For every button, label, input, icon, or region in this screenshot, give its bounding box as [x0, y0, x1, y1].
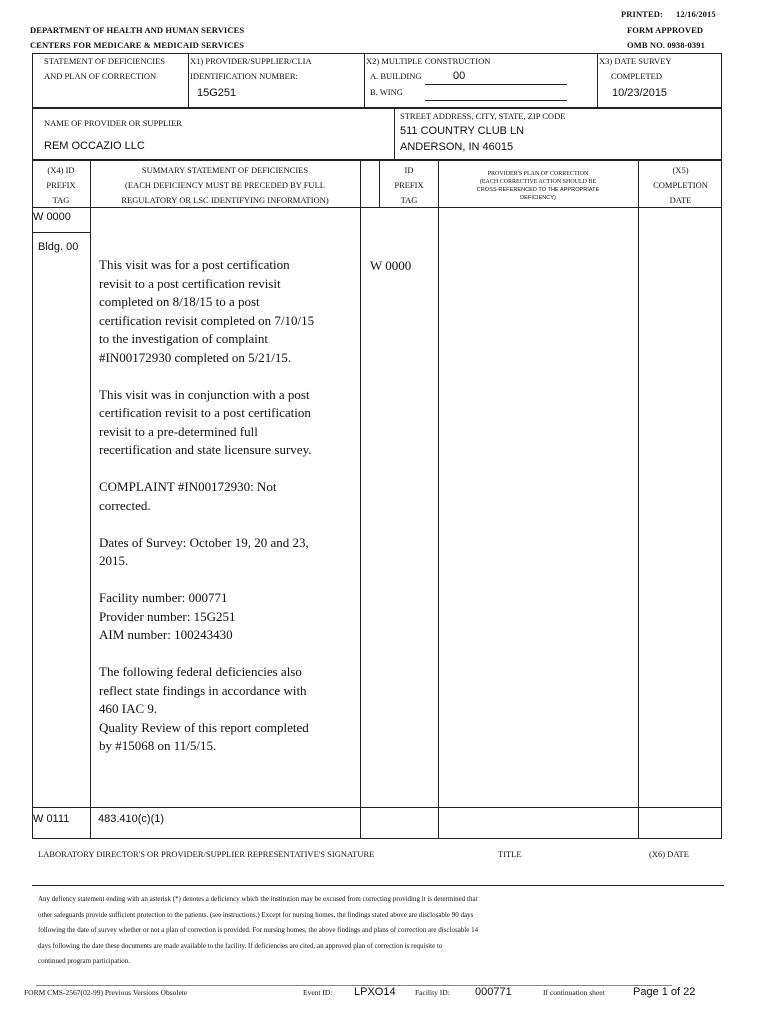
summary-line: reflect state findings in accordance with	[99, 682, 307, 698]
printed-date: 12/16/2015	[676, 9, 716, 19]
summary-line: revisit to a post certification revisit	[99, 275, 281, 291]
summary-paragraph-2	[99, 386, 314, 460]
x4-header-1: (X4) ID	[47, 165, 75, 175]
plan-header-2: (EACH CORRECTIVE ACTION SHOULD BE	[479, 179, 597, 185]
summary-line: #IN00172930 completed on 5/21/15.	[99, 349, 292, 365]
summary-line: certification revisit completed on 7/10/15	[99, 312, 315, 328]
summary-paragraph-4	[99, 534, 314, 571]
summary-line: corrected.	[99, 497, 151, 513]
footnote-line-3: following the date of survey whether or not a plan of correction is provided. For nursing homes, the above findings and plans of correction are disclosable 14	[38, 926, 479, 934]
statement-label: STATEMENT OF DEFICIENCIES	[44, 56, 166, 66]
summary-header-2: (EACH DEFICIENCY MUST BE PRECEDED BY FULL	[125, 180, 325, 190]
x2-label: X2) MULTIPLE CONSTRUCTION	[366, 56, 491, 66]
identification-number-label: IDENTIFICATION NUMBER:	[190, 71, 298, 81]
footnote-line-1: Any defiency statement ending with an asterisk (*) denotes a deficiency which the institution may be excused from correcting providing it is determined that	[38, 895, 478, 903]
summary-line: Facility number: 000771	[99, 590, 228, 605]
summary-line: Quality Review of this report completed	[99, 719, 309, 735]
summary-line: revisit to a pre-determined full	[99, 423, 258, 439]
plan-header-1: PROVIDER'S PLAN OF CORRECTION	[487, 171, 589, 177]
wing-label: B. WING	[370, 87, 403, 97]
facility-id-label: Facility ID:	[415, 988, 450, 997]
summary-paragraph-3	[99, 478, 314, 515]
summary-paragraph-5	[99, 589, 314, 645]
provider-id-value: 15G251	[197, 87, 237, 99]
summary-line: recertification and state licensure survey.	[99, 442, 312, 457]
event-id-value: LPXO14	[354, 986, 396, 998]
signature-label: LABORATORY DIRECTOR'S OR PROVIDER/SUPPLIER REPRESENTATIVE'S SIGNATURE	[38, 849, 375, 859]
provider-name-value: REM OCCAZIO LLC	[44, 140, 145, 152]
summary-paragraph-6	[99, 663, 314, 756]
footnote-line-5: continued program participation.	[38, 957, 130, 965]
summary-line: 460 IAC 9.	[99, 701, 158, 716]
summary-line: AIM number: 100243430	[99, 627, 233, 642]
summary-line: certification revisit to a post certification	[99, 405, 311, 420]
prefix-tag-1: W 0000	[33, 211, 71, 223]
summary-header-3: REGULATORY OR LSC IDENTIFYING INFORMATION)	[121, 195, 329, 205]
building-tag: Bldg. 00	[38, 241, 79, 253]
title-label: TITLE	[498, 849, 522, 859]
id-header-1: ID	[404, 165, 414, 175]
footnote-line-2: other safeguards provide sufficient protection to the patients. (see instructions.) Except for nursing homes, the findings stated above are disclosable 90 days	[38, 911, 474, 919]
summary-line: Dates of Survey: October 19, 20 and 23,	[99, 534, 309, 550]
provider-box	[32, 108, 722, 160]
summary-line: completed on 8/18/15 to a post	[99, 294, 260, 309]
x4-header-2: PREFIX	[46, 180, 76, 190]
summary-paragraph-1	[99, 256, 314, 367]
continuation-label: If continuation sheet	[543, 988, 605, 997]
page-number: Page 1 of 22	[633, 986, 696, 998]
summary-header-1: SUMMARY STATEMENT OF DEFICIENCIES	[141, 165, 309, 175]
building-label: A. BUILDING	[370, 71, 422, 81]
facility-id-value: 000771	[475, 986, 512, 998]
x5-header-2: COMPLETION	[653, 180, 708, 190]
id-header-3: TAG	[400, 195, 418, 205]
omb-number: OMB NO. 0938-0391	[627, 40, 705, 50]
summary-line: COMPLAINT #IN00172930: Not	[99, 479, 277, 494]
x3-label: X3) DATE SURVEY	[599, 56, 672, 66]
form-approved: FORM APPROVED	[627, 25, 704, 35]
plan-header-3: CROSS-REFERENCED TO THE APPROPRIATE	[476, 187, 600, 193]
x5-header-1: (X5)	[672, 165, 689, 175]
summary-line: This visit was for a post certification	[99, 257, 290, 272]
x1-label: X1) PROVIDER/SUPPLIER/CLIA	[190, 56, 312, 66]
x4-header-3: TAG	[52, 195, 70, 205]
completed-label: COMPLETED	[611, 71, 662, 81]
provider-name-label: NAME OF PROVIDER OR SUPPLIER	[44, 118, 182, 128]
department-name: DEPARTMENT OF HEALTH AND HUMAN SERVICES	[30, 25, 245, 35]
regulation-ref-2: 483.410(c)(1)	[98, 813, 165, 825]
plan-of-correction-label: AND PLAN OF CORRECTION	[44, 71, 157, 81]
survey-date-value: 10/23/2015	[612, 87, 668, 99]
summary-line: by #15068 on 11/5/15.	[99, 738, 217, 753]
plan-header-4: DEFICIENCY)	[520, 195, 556, 201]
printed-label: PRINTED:	[621, 9, 663, 19]
x5-header-3: DATE	[669, 195, 692, 205]
summary-line: to the investigation of complaint	[99, 331, 268, 346]
prefix-tag-2: W 0111	[33, 813, 70, 825]
address-line-1: 511 COUNTRY CLUB LN	[400, 125, 525, 137]
id-prefix-tag-1: W 0000	[370, 258, 412, 273]
event-id-label: Event ID:	[303, 988, 333, 997]
summary-statement	[99, 256, 314, 774]
footnote-line-4: days following the date these documents are made available to the facility. If deficiencies are cited, an approved plan of correction is requisite to	[38, 942, 443, 950]
summary-line: The following federal deficiencies also	[99, 664, 302, 679]
id-header-2: PREFIX	[394, 180, 424, 190]
address-line-2: ANDERSON, IN 46015	[400, 141, 514, 153]
summary-line: This visit was in conjunction with a post	[99, 386, 310, 402]
building-value: 00	[453, 70, 466, 82]
summary-line: Provider number: 15G251	[99, 608, 236, 624]
date-label: (X6) DATE	[649, 849, 689, 859]
address-label: STREET ADDRESS, CITY, STATE, ZIP CODE	[400, 111, 566, 121]
form-number: FORM CMS-2567(02-99) Previous Versions Obsolete	[24, 988, 188, 997]
summary-line: 2015.	[99, 553, 129, 568]
centers-name: CENTERS FOR MEDICARE & MEDICAID SERVICES	[30, 40, 245, 50]
